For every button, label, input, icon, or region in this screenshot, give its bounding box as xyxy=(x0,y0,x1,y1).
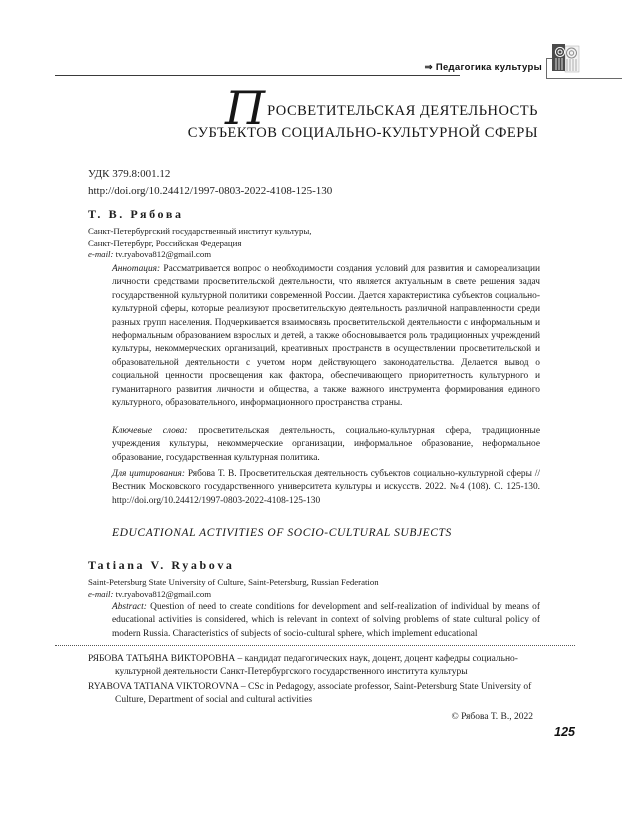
article-title xyxy=(88,81,538,144)
doi-link: http://doi.org/10.24412/1997-0803-2022-4108-125-130 xyxy=(88,184,333,197)
logo-bracket-vertical xyxy=(546,58,547,79)
title-line-1-text: РОСВЕТИТЕЛЬСКАЯ ДЕЯТЕЛЬНОСТЬ xyxy=(267,103,538,119)
copyright-note: © Рябова Т. В., 2022 xyxy=(451,712,533,722)
abstract-en xyxy=(112,601,540,641)
abstract-ru-label: Аннотация: xyxy=(112,264,161,274)
citation-text: Рябова Т. В. Просветительская деятельность субъектов социально-культурной сферы // Вестник Московского государственного университета культуры и искусств. 2022. №4 (108). С. 125-130. http://doi.org/10.24412/1997-0803-2022-4108-125-130 xyxy=(112,469,540,506)
title-line-2: СУБЪЕКТОВ СОЦИАЛЬНО-КУЛЬТУРНОЙ СФЕРЫ xyxy=(187,125,538,141)
page-number: 125 xyxy=(554,725,575,739)
citation-label: Для цитирования: xyxy=(112,469,186,479)
logo-bracket-bottom xyxy=(546,78,622,79)
author-block-en xyxy=(88,558,379,600)
author-ru-email-line xyxy=(88,249,311,261)
abstract-en-label: Abstract: xyxy=(112,602,147,612)
bio-ru: РЯБОВА ТАТЬЯНА ВИКТОРОВНА – кандидат педагогических наук, доцент, доцент кафедры социально-культурной деятельности Санкт-Петербургского государственного института культуры xyxy=(88,654,518,677)
keywords-ru-label: Ключевые слова: xyxy=(112,426,188,436)
email-label: e-mail: xyxy=(88,249,114,260)
author-en-affiliation: Saint-Petersburg State University of Culture, Saint-Petersburg, Russian Federation xyxy=(88,577,379,587)
author-en-email-line xyxy=(88,589,379,601)
author-en-name: Tatiana V. Ryabova xyxy=(88,558,235,572)
author-block-ru xyxy=(88,207,311,261)
email-label-en: e-mail: xyxy=(88,588,114,599)
author-en-email: tv.ryabova812@gmail.com xyxy=(113,588,212,599)
ionic-column-logo-icon xyxy=(552,44,580,74)
author-ru-name: Т. В. Рябова xyxy=(88,207,184,221)
author-ru-email: tv.ryabova812@gmail.com xyxy=(113,249,212,260)
title-drop-cap: П xyxy=(224,81,266,135)
header-rule xyxy=(55,75,460,76)
abstract-ru xyxy=(112,263,540,410)
keywords-ru-text: просветительская деятельность, социально-культурная сфера, традиционные учреждения культуры, некоммерческие организации, информальное образование, неформальное образование, государственная культурная политика. xyxy=(112,426,540,463)
section-label: ⇒ Педагогика культуры xyxy=(424,62,542,73)
author-ru-affiliation-1: Санкт-Петербургский государственный институт культуры, xyxy=(88,226,312,236)
udk-code: УДК 379.8:001.12 xyxy=(88,168,171,180)
citation-note xyxy=(112,468,540,508)
keywords-ru xyxy=(112,425,540,465)
author-bios xyxy=(88,653,540,709)
article-title-en: EDUCATIONAL ACTIVITIES OF SOCIO-CULTURAL SUBJECTS xyxy=(112,527,452,539)
article-identifiers xyxy=(88,166,332,199)
abstract-ru-text: Рассматривается вопрос о необходимости создания условий для развития и самореализации личности средствами просветительской деятельности, что является актуальным в свете решения задач государственной культурной политики современной России. Дается характеристика субъектов социально-культурной сферы, которые реализуют просветительскую деятельность различной направленности среди разных групп населения. Подчеркивается взаимосвязь просветительской деятельности с информальным и неформальным образованием взрослых и детей, а также обосновывается роль традиционных учреждений культуры, некоммерческих организаций, креативных пространств в осуществлении просветительской и образовательной деятельности с учетом норм действующего законодательства. Делается вывод о социальной ценности просвещения как фактора, обеспечивающего приоритетность культурного и гуманитарного развития личности и общества, а также важного инструмента формирования единого культурного, образовательного, информационного пространства страны. xyxy=(112,264,540,409)
abstract-en-text: Question of need to create conditions for development and self-realization of individual by means of educational activities is considered, which is relevant in context of solving problems of state cultural policy of modern Russia. Characteristics of subjects of socio-cultural sphere, which implement educational xyxy=(112,602,540,639)
author-ru-affiliation-2: Санкт-Петербург, Российская Федерация xyxy=(88,237,242,248)
bio-en: RYABOVA TATIANA VIKTOROVNA – CSc in Pedagogy, associate professor, Saint-Petersburg State University of Culture, Department of social and cultural activities xyxy=(88,682,532,705)
section-divider-dotted xyxy=(55,645,575,646)
